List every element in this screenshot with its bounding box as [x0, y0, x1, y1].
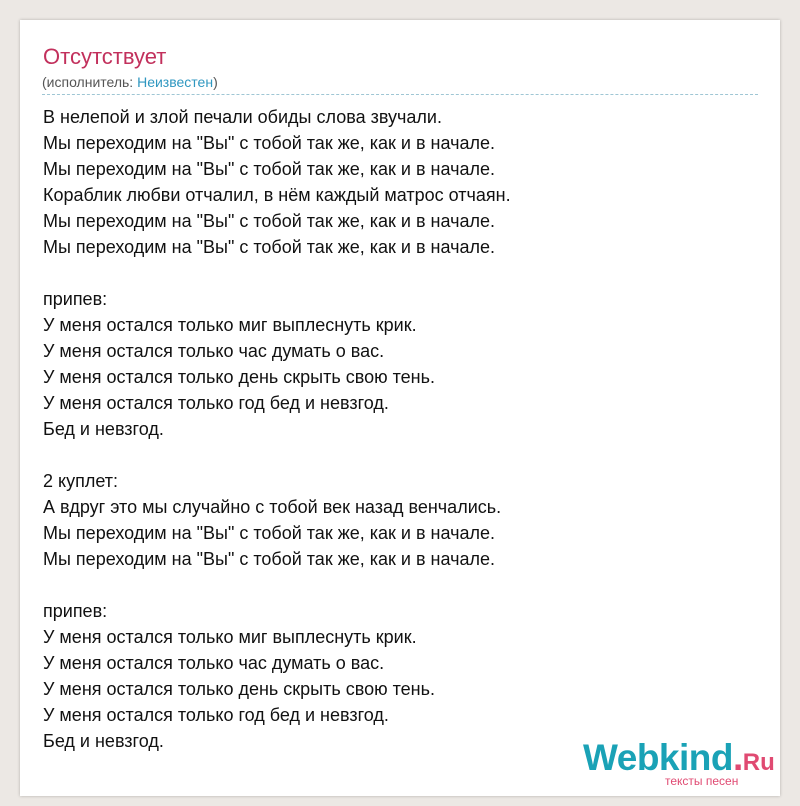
artist-link[interactable]: Неизвестен: [137, 74, 214, 90]
lyric-line: У меня остался только день скрыть свою тень.: [43, 679, 435, 699]
lyrics-card: [20, 20, 780, 796]
logo-tld: Ru: [742, 749, 775, 776]
lyric-line: А вдруг это мы случайно с тобой век назад венчались.: [43, 497, 502, 517]
verse-label: 2 куплет:: [43, 471, 118, 491]
stanza-gap: [43, 442, 758, 468]
lyric-line: Мы переходим на "Вы" с тобой так же, как и в начале.: [43, 159, 495, 179]
song-title: Отсутствует: [43, 44, 167, 69]
artist-prefix: (исполнитель:: [42, 74, 138, 90]
divider: [42, 94, 758, 95]
lyric-line: У меня остался только час думать о вас.: [43, 341, 385, 361]
lyric-line: У меня остался только час думать о вас.: [43, 653, 385, 673]
lyric-line: Мы переходим на "Вы" с тобой так же, как и в начале.: [43, 523, 495, 543]
logo-tagline: тексты песен: [665, 774, 739, 788]
chorus-label: припев:: [43, 289, 108, 309]
lyric-line: Мы переходим на "Вы" с тобой так же, как и в начале.: [43, 549, 495, 569]
lyric-line: Мы переходим на "Вы" с тобой так же, как и в начале.: [43, 133, 495, 153]
lyrics-text: [43, 104, 758, 754]
lyric-line: Бед и невзгод.: [43, 419, 164, 439]
lyric-line: У меня остался только миг выплеснуть крик.: [43, 627, 417, 647]
site-logo[interactable]: [583, 736, 783, 800]
artist-line: [42, 74, 218, 90]
chorus-label: припев:: [43, 601, 108, 621]
lyric-line: У меня остался только год бед и невзгод.: [43, 393, 389, 413]
lyric-line: У меня остался только миг выплеснуть крик.: [43, 315, 417, 335]
logo-brand: Webkind: [583, 737, 733, 778]
lyric-line: У меня остался только день скрыть свою тень.: [43, 367, 435, 387]
lyric-line: В нелепой и злой печали обиды слова звучали.: [43, 107, 442, 127]
logo-dot: .: [733, 737, 743, 778]
lyric-line: Бед и невзгод.: [43, 731, 164, 751]
lyric-line: Кораблик любви отчалил, в нём каждый матрос отчаян.: [43, 185, 511, 205]
lyric-line: Мы переходим на "Вы" с тобой так же, как и в начале.: [43, 237, 495, 257]
lyric-line: Мы переходим на "Вы" с тобой так же, как и в начале.: [43, 211, 495, 231]
stanza-gap: [43, 260, 758, 286]
lyric-line: У меня остался только год бед и невзгод.: [43, 705, 389, 725]
stanza-gap: [43, 572, 758, 598]
artist-suffix: ): [213, 74, 218, 90]
